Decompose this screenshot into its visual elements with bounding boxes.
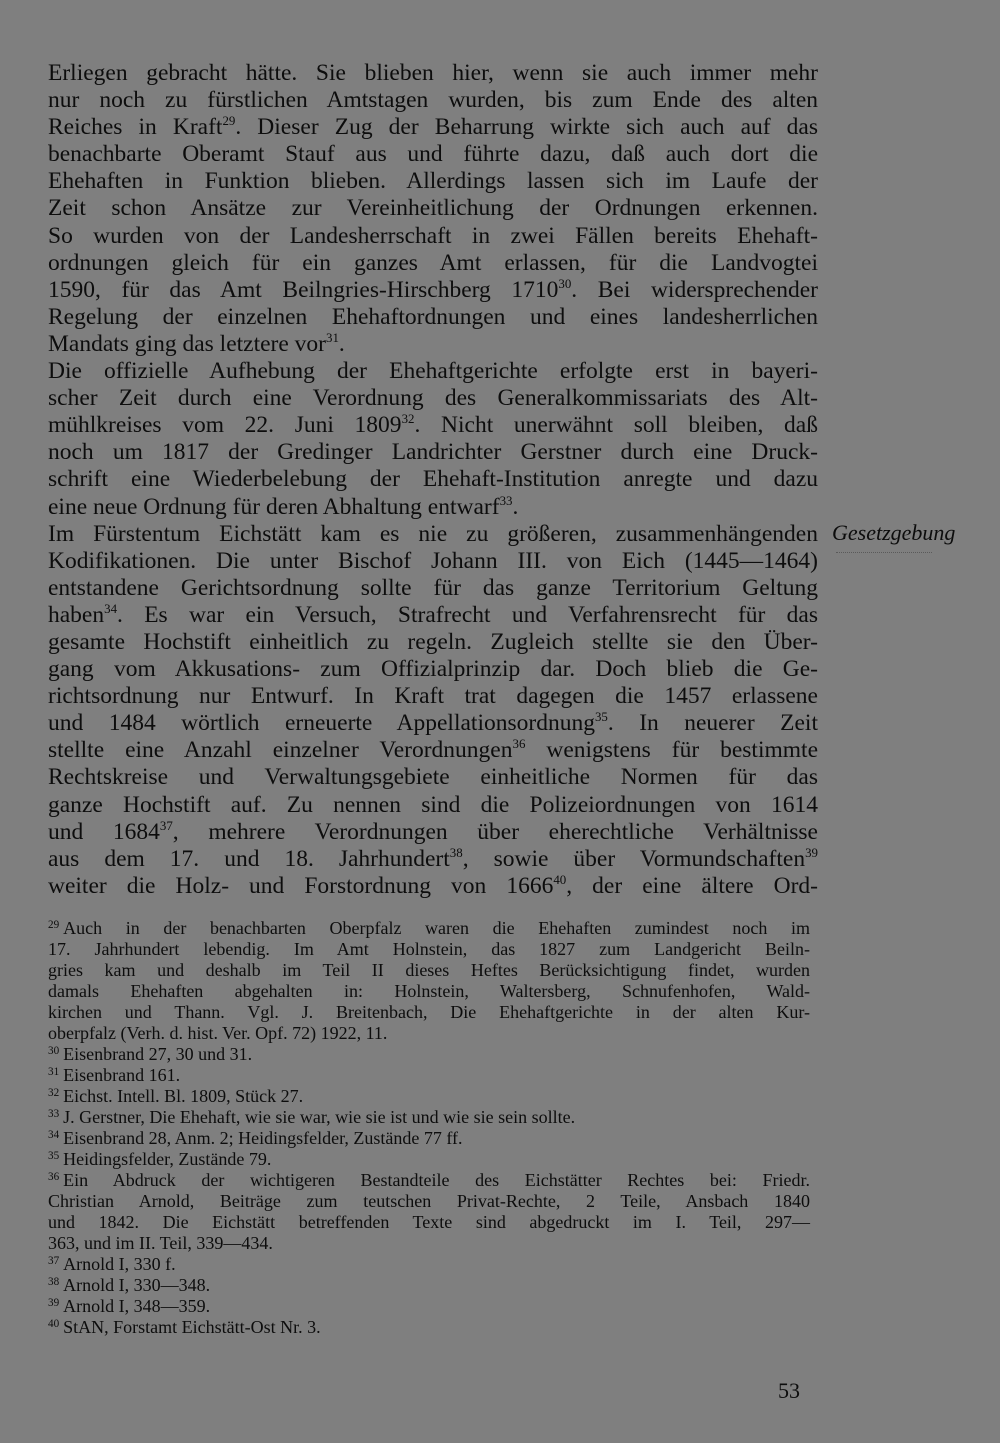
footnote-line — [48, 1233, 810, 1254]
text-segment: 1590, für das Amt Beilngries-Hirschberg 1710 — [48, 276, 559, 303]
footnote-text: damals Ehehaften abgehalten in: Holnstein, Waltersberg, Schnufenhofen, Wald- — [48, 981, 810, 1001]
text-segment: . Dieser Zug der Beharrung wirkte sich auch auf das — [235, 114, 818, 141]
footnote-text: Heidingsfelder, Zustände 79. — [63, 1149, 272, 1169]
footnote-line — [48, 1128, 810, 1149]
text-line — [48, 710, 818, 737]
text-segment: und 1684 — [48, 818, 160, 845]
footnote-text: Arnold I, 348—359. — [63, 1296, 211, 1316]
page-number: 53 — [778, 1378, 800, 1403]
text-segment: . Nicht unerwähnt soll bleiben, daß — [414, 412, 818, 439]
text-segment: So wurden von der Landesherrschaft in zwei Fällen bereits Ehehaft- — [48, 222, 818, 249]
text-segment: und 1484 wörtlich erneuerte Appellationsordnung — [48, 710, 595, 737]
text-line — [48, 141, 818, 168]
marginal-note: Gesetzgebung — [832, 520, 956, 545]
text-line — [48, 656, 818, 683]
text-line — [48, 250, 818, 277]
text-segment: Kodifikationen. Die unter Bischof Johann III. von Eich (1445—1464) — [48, 547, 818, 574]
footnote-line — [48, 1149, 810, 1170]
text-segment: . Es war ein Versuch, Strafrecht und Verfahrensrecht für das — [117, 601, 818, 628]
footnote-number: 33 — [48, 1107, 60, 1120]
text-line — [48, 277, 818, 304]
text-segment: nur noch zu fürstlichen Amtstagen wurden, bis zum Ende des alten — [48, 87, 818, 114]
text-line — [48, 60, 818, 87]
text-line — [48, 358, 818, 385]
text-segment: . In neuerer Zeit — [607, 710, 818, 737]
text-segment: entstandene Gerichtsordnung sollte für das ganze Territorium Geltung — [48, 574, 818, 601]
text-line — [48, 195, 818, 222]
footnote-text: Auch in der benachbarten Oberpfalz waren die Ehehaften zumindest noch im — [63, 918, 810, 938]
text-line — [48, 412, 818, 439]
footnote-number: 37 — [48, 1254, 60, 1267]
footnote-text: 363, und im II. Teil, 339—434. — [48, 1233, 273, 1253]
footnote-line — [48, 1086, 810, 1107]
footnote-number: 30 — [48, 1044, 60, 1057]
text-segment: richtsordnung nur Entwurf. In Kraft trat dagegen die 1457 erlassene — [48, 683, 818, 710]
footnote-text: Eichst. Intell. Bl. 1809, Stück 27. — [63, 1086, 304, 1106]
footnote-number: 39 — [48, 1296, 60, 1309]
footnote-reference: 30 — [558, 275, 572, 291]
text-segment: , der eine ältere Ord- — [566, 872, 818, 899]
text-segment: gang vom Akkusations- zum Offizialprinzip dar. Doch blieb die Ge- — [48, 656, 818, 683]
text-segment: Mandats ging das letztere vor — [48, 330, 326, 357]
text-segment: Rechtskreise und Verwaltungsgebiete einheitliche Normen für das — [48, 764, 818, 791]
text-line — [48, 846, 818, 873]
footnote-text: Eisenbrand 28, Anm. 2; Heidingsfelder, Zustände 77 ff. — [63, 1128, 463, 1148]
text-segment: . — [338, 330, 345, 357]
footnote-text: StAN, Forstamt Eichstätt-Ost Nr. 3. — [63, 1317, 321, 1337]
footnotes — [48, 918, 810, 1338]
footnote-text: oberpfalz (Verh. d. hist. Ver. Opf. 72) 1922, 11. — [48, 1023, 388, 1043]
text-segment: noch um 1817 der Gredinger Landrichter Gerstner durch eine Druck- — [48, 439, 818, 466]
marginal-note-rule — [836, 552, 932, 553]
footnote-text: 17. Jahrhundert lebendig. Im Amt Holnstein, das 1827 zum Landgericht Beiln- — [48, 939, 810, 959]
text-segment: Regelung der einzelnen Ehehaftordnungen und eines landesherrlichen — [48, 303, 818, 330]
text-line — [48, 385, 818, 412]
text-segment: Reiches in Kraft — [48, 114, 223, 141]
text-segment: ganze Hochstift auf. Zu nennen sind die Polizeiordnungen von 1614 — [48, 791, 818, 818]
footnote-text: Ein Abdruck der wichtigeren Bestandteile des Eichstätter Rechtes bei: Friedr. — [63, 1170, 810, 1190]
text-line — [48, 873, 818, 900]
footnote-reference: 29 — [222, 113, 236, 129]
text-line — [48, 331, 818, 358]
footnote-line — [48, 1191, 810, 1212]
footnote-number: 40 — [48, 1317, 60, 1330]
text-segment: , sowie über Vormundschaften — [462, 845, 806, 872]
text-line — [48, 168, 818, 195]
text-line — [48, 494, 818, 521]
footnote-text: Arnold I, 330—348. — [63, 1275, 211, 1295]
text-segment: weiter die Holz- und Forstordnung von 1666 — [48, 872, 554, 899]
footnote-number: 29 — [48, 918, 60, 931]
footnote-text: kirchen und Thann. Vgl. J. Breitenbach, Die Ehehaftgerichte in der alten Kur- — [48, 1002, 810, 1022]
text-line — [48, 764, 818, 791]
footnote-reference: 38 — [449, 844, 463, 860]
footnote-text: J. Gerstner, Die Ehehaft, wie sie war, wie sie ist und wie sie sein sollte. — [63, 1107, 576, 1127]
text-segment: benachbarte Oberamt Stauf aus und führte dazu, daß auch dort die — [48, 141, 818, 168]
footnote-number: 32 — [48, 1086, 60, 1099]
text-line — [48, 114, 818, 141]
text-segment: Erliegen gebracht hätte. Sie blieben hier, wenn sie auch immer mehr — [48, 60, 818, 86]
text-segment: eine neue Ordnung für deren Abhaltung entwarf — [48, 493, 500, 520]
text-line — [48, 602, 818, 629]
text-segment: mühlkreises vom 22. Juni 1809 — [48, 412, 402, 439]
text-line — [48, 575, 818, 602]
text-segment: . — [512, 493, 519, 520]
text-line — [48, 223, 818, 250]
text-segment: , mehrere Verordnungen über eherechtliche Verhältnisse — [172, 818, 818, 845]
footnote-number: 35 — [48, 1149, 60, 1162]
text-segment: haben — [48, 601, 105, 628]
footnote-text: Eisenbrand 27, 30 und 31. — [63, 1044, 253, 1064]
text-segment: gesamte Hochstift einheitlich zu regeln. Zugleich stellte sie den Über- — [48, 628, 818, 655]
footnote-line — [48, 1002, 810, 1023]
text-segment: wenigstens für bestimmte — [525, 737, 819, 764]
text-segment: schrift eine Wiederbelebung der Ehehaft-Institution anregte und dazu — [48, 466, 818, 493]
footnote-number: 34 — [48, 1128, 60, 1141]
text-segment: . Bei widersprechender — [571, 276, 818, 303]
footnote-reference: 34 — [104, 600, 118, 616]
text-line — [48, 87, 818, 114]
footnote-line — [48, 1170, 810, 1191]
footnote-line — [48, 1107, 810, 1128]
footnote-line — [48, 1212, 810, 1233]
footnote-line — [48, 939, 810, 960]
text-segment: Die offizielle Aufhebung der Ehehaftgerichte erfolgte erst in bayeri- — [48, 358, 818, 385]
footnote-line — [48, 1023, 810, 1044]
footnote-reference: 31 — [326, 329, 339, 345]
footnote-reference: 39 — [805, 844, 818, 860]
footnote-number: 31 — [48, 1065, 60, 1078]
footnote-reference: 37 — [159, 817, 173, 833]
text-line — [48, 819, 818, 846]
text-segment: aus dem 17. und 18. Jahrhundert — [48, 845, 450, 872]
text-segment: Im Fürstentum Eichstätt kam es nie zu größeren, zusammenhängenden — [48, 520, 818, 547]
footnote-line — [48, 1317, 810, 1338]
text-line — [48, 548, 818, 575]
text-line — [48, 737, 818, 764]
text-segment: stellte eine Anzahl einzelner Verordnungen — [48, 737, 513, 764]
footnote-line — [48, 1044, 810, 1065]
text-segment: Zeit schon Ansätze zur Vereinheitlichung der Ordnungen erkennen. — [48, 195, 818, 222]
footnote-reference: 33 — [499, 492, 513, 508]
text-line — [48, 304, 818, 331]
footnote-text: Eisenbrand 161. — [63, 1065, 181, 1085]
text-segment: scher Zeit durch eine Verordnung des Generalkommissariats des Alt- — [48, 385, 818, 412]
footnote-text: Arnold I, 330 f. — [63, 1254, 176, 1274]
text-line — [48, 439, 818, 466]
footnote-line — [48, 960, 810, 981]
footnote-number: 36 — [48, 1170, 60, 1183]
main-text — [48, 60, 818, 900]
text-segment: ordnungen gleich für ein ganzes Amt erlassen, für die Landvogtei — [48, 249, 818, 276]
footnote-line — [48, 918, 810, 939]
footnote-reference: 32 — [401, 411, 415, 427]
text-line — [48, 792, 818, 819]
footnote-number: 38 — [48, 1275, 60, 1288]
text-line — [48, 683, 818, 710]
text-segment: Ehehaften in Funktion blieben. Allerdings lassen sich im Laufe der — [48, 168, 818, 195]
text-line — [48, 466, 818, 493]
text-line — [48, 521, 818, 548]
footnote-text: Christian Arnold, Beiträge zum teutschen Privat-Rechte, 2 Teile, Ansbach 1840 — [48, 1191, 810, 1211]
footnote-line — [48, 1275, 810, 1296]
footnote-reference: 40 — [553, 871, 567, 887]
footnote-line — [48, 1254, 810, 1275]
footnote-text: und 1842. Die Eichstätt betreffenden Texte sind abgedruckt im I. Teil, 297— — [48, 1212, 810, 1232]
footnote-line — [48, 1065, 810, 1086]
footnote-line — [48, 1296, 810, 1317]
text-line — [48, 629, 818, 656]
footnote-line — [48, 981, 810, 1002]
footnote-reference: 36 — [512, 736, 526, 752]
footnote-reference: 35 — [594, 709, 608, 725]
footnote-text: gries kam und deshalb im Teil II dieses Heftes Berücksichtigung findet, wurden — [48, 960, 810, 980]
